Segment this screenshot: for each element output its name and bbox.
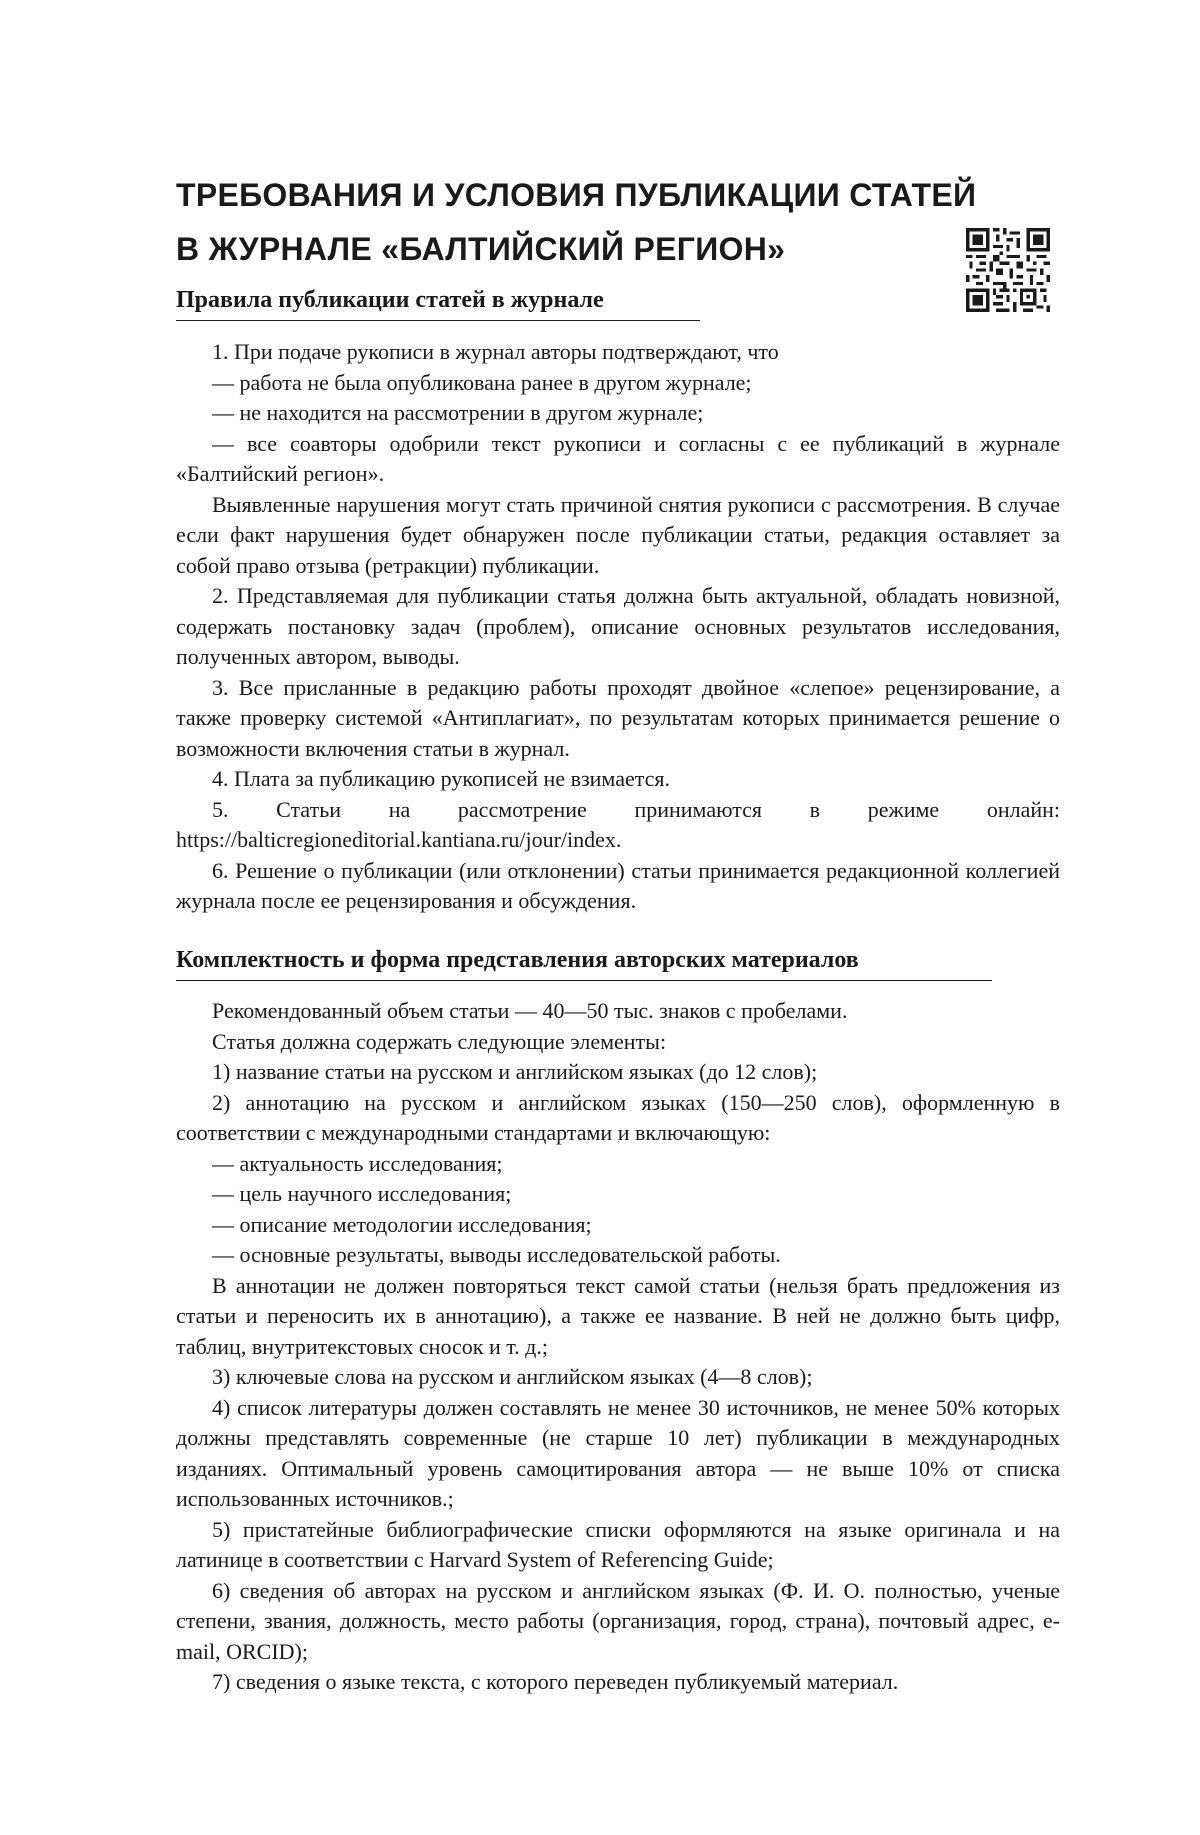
section-heading-publication-rules: Правила публикации статей в журнале bbox=[176, 285, 700, 321]
section-body-author-materials bbox=[176, 996, 1060, 1698]
qr-code-icon bbox=[966, 228, 1050, 312]
paragraph: 3) ключевые слова на русском и английском языках (4—8 слов); bbox=[212, 1364, 813, 1389]
paragraph: — все соавторы одобрили текст рукописи и согласны с ее публикаций в журнале «Балтийский регион». bbox=[176, 430, 1060, 486]
paragraph: В аннотации не должен повторяться текст самой статьи (нельзя брать предложения из статьи и переносить их в аннотацию), а также ее название. В ней не должно быть цифр, таблиц, внутритекстовых сносок и т. д.; bbox=[176, 1272, 1060, 1359]
paragraph: — описание методологии исследования; bbox=[212, 1211, 592, 1237]
paragraph: 4) список литературы должен составлять не менее 30 источников, не менее 50% которых должны представлять современные (не старше 10 лет) публикации в международных изданиях. Оптимальный уровень самоцитирования автора — не выше 10% от списка использованных источников.; bbox=[176, 1394, 1060, 1511]
paragraph: — актуальность исследования; bbox=[212, 1150, 503, 1176]
paragraph: 2. Представляемая для публикации статья должна быть актуальной, обладать новизной, содержать постановку задач (проблем), описание основных результатов исследования, полученных автором, выводы. bbox=[176, 583, 1060, 669]
paragraph: 3. Все присланные в редакцию работы проходят двойное «слепое» рецензирование, а также проверку системой «Антиплагиат», по результатам которых принимается решение о возможности включения статьи в журнал. bbox=[176, 674, 1060, 761]
title-line-1: ТРЕБОВАНИЯ И УСЛОВИЯ ПУБЛИКАЦИИ СТАТЕЙ bbox=[176, 177, 977, 213]
paragraph: — не находится на рассмотрении в другом журнале; bbox=[212, 400, 704, 425]
paragraph: 7) сведения о языке текста, с которого переведен публикуемый материал. bbox=[212, 1669, 899, 1694]
paragraph: 6. Решение о публикации (или отклонении) статьи принимается редакционной коллегией журнала после ее рецензирования и обсуждения. bbox=[176, 857, 1060, 913]
paragraph: Выявленные нарушения могут стать причиной снятия рукописи с рассмотрения. В случае если факт нарушения будет обнаружен после публикации статьи, редакция оставляет за собой право отзыва (ретракции) публикации. bbox=[176, 491, 1060, 578]
paragraph: 5. Статьи на рассмотрение принимаются в режиме онлайн: https://balticregioneditorial.kantiana.ru/jour/index. bbox=[176, 796, 1060, 852]
paragraph: 6) сведения об авторах на русском и английском языках (Ф. И. О. полностью, ученые степени, звания, должность, место работы (организация, город, страна), почтовый адрес, e-mail, ORCID); bbox=[176, 1577, 1060, 1664]
paragraph: — работа не была опубликована ранее в другом журнале; bbox=[212, 369, 752, 395]
paragraph: 1. При подаче рукописи в журнал авторы подтверждают, что bbox=[212, 339, 779, 364]
paragraph: — основные результаты, выводы исследовательской работы. bbox=[212, 1242, 781, 1267]
paragraph: 1) название статьи на русском и английском языках (до 12 слов); bbox=[212, 1059, 818, 1084]
paragraph: — цель научного исследования; bbox=[212, 1181, 512, 1206]
page-title bbox=[176, 168, 1076, 276]
section-heading-author-materials: Комплектность и форма представления авторских материалов bbox=[176, 945, 992, 981]
paragraph: 5) пристатейные библиографические списки оформляются на языке оригинала и на латинице в соответствии с Harvard System of Referencing Guide; bbox=[176, 1516, 1060, 1572]
paragraph: 4. Плата за публикацию рукописей не взимается. bbox=[212, 766, 671, 791]
paragraph: Рекомендованный объем статьи — 40—50 тыс. знаков с пробелами. bbox=[212, 998, 848, 1023]
paragraph: Статья должна содержать следующие элементы: bbox=[212, 1028, 667, 1054]
title-line-2: В ЖУРНАЛЕ «БАЛТИЙСКИЙ РЕГИОН» bbox=[176, 231, 786, 267]
section-body-publication-rules bbox=[176, 337, 1060, 917]
paragraph: 2) аннотацию на русском и английском языках (150—250 слов), оформленную в соответствии с международными стандартами и включающую: bbox=[176, 1089, 1060, 1145]
